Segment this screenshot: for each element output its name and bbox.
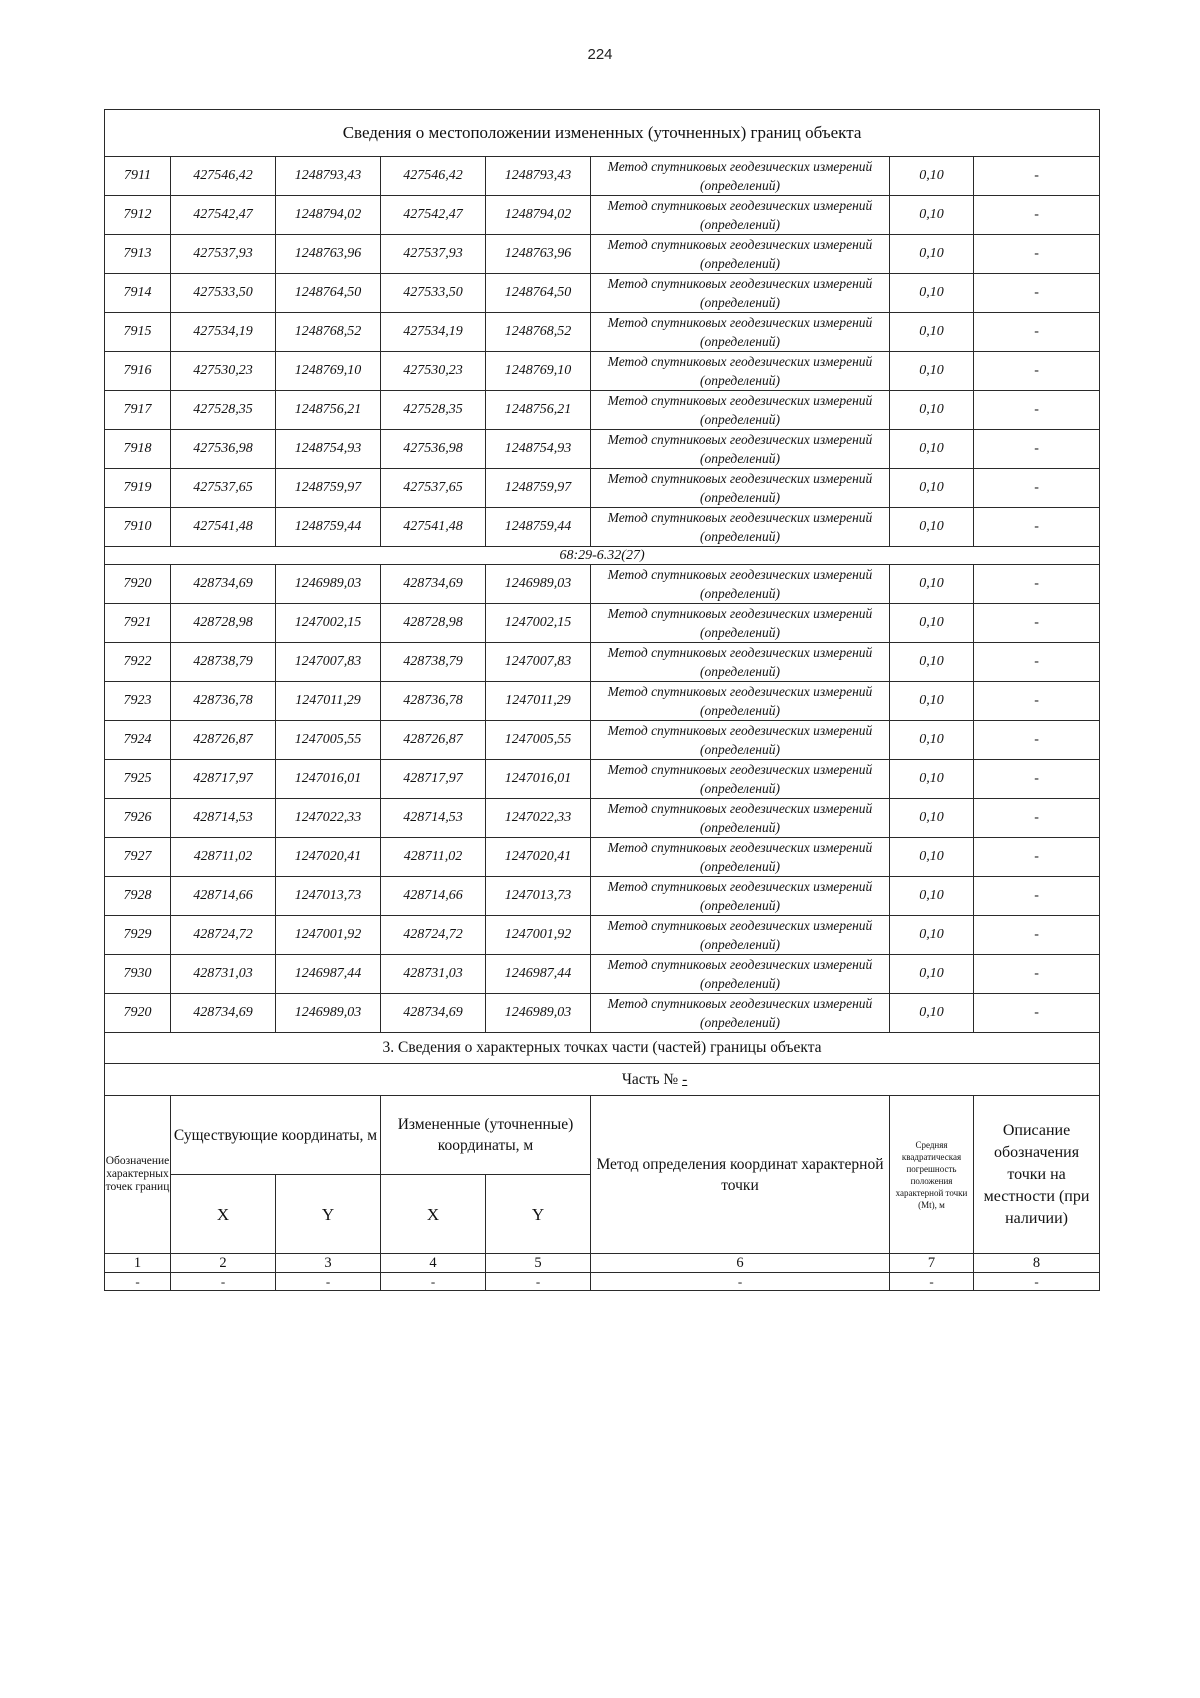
part-label: Часть № [621, 1070, 679, 1088]
table-row [105, 565, 1100, 604]
header-existing-x: X [171, 1175, 276, 1254]
existing-x: 427542,47 [171, 196, 276, 235]
existing-x: 427546,42 [171, 157, 276, 196]
point-description: - [974, 235, 1100, 274]
method-cell: Метод спутниковых геодезических измерений (определений) [591, 760, 890, 799]
point-id: 7929 [105, 916, 171, 955]
changed-x: 428734,69 [381, 565, 486, 604]
changed-x: 428711,02 [381, 838, 486, 877]
changed-x: 428736,78 [381, 682, 486, 721]
changed-y: 1248764,50 [486, 274, 591, 313]
point-id: 7918 [105, 430, 171, 469]
boundary-coordinates-table [104, 109, 1100, 1291]
existing-x: 428731,03 [171, 955, 276, 994]
mean-error: 0,10 [890, 391, 974, 430]
method-cell: Метод спутниковых геодезических измерений (определений) [591, 469, 890, 508]
column-number: 3 [276, 1254, 381, 1273]
header-changed-x: X [381, 1175, 486, 1254]
mean-error: 0,10 [890, 877, 974, 916]
changed-x: 428726,87 [381, 721, 486, 760]
existing-y: 1248756,21 [276, 391, 381, 430]
point-description: - [974, 508, 1100, 547]
changed-y: 1248763,96 [486, 235, 591, 274]
point-id: 7910 [105, 508, 171, 547]
table-row [105, 721, 1100, 760]
table-row [105, 196, 1100, 235]
header-description: Описание обозначения точки на местности (при наличии) [974, 1096, 1100, 1254]
existing-x: 427533,50 [171, 274, 276, 313]
header-mean-error: Средняя квадратическая погрешность положения характерной точки (Mt), м [890, 1096, 974, 1254]
mean-error: 0,10 [890, 430, 974, 469]
existing-y: 1246987,44 [276, 955, 381, 994]
changed-y: 1247013,73 [486, 877, 591, 916]
mean-error: 0,10 [890, 916, 974, 955]
column-number: 7 [890, 1254, 974, 1273]
table-row [105, 760, 1100, 799]
changed-x: 427533,50 [381, 274, 486, 313]
point-id: 7924 [105, 721, 171, 760]
table-title-row [105, 110, 1100, 157]
method-cell: Метод спутниковых геодезических измерений (определений) [591, 430, 890, 469]
table-row [105, 838, 1100, 877]
changed-x: 427530,23 [381, 352, 486, 391]
existing-x: 428714,53 [171, 799, 276, 838]
mean-error: 0,10 [890, 643, 974, 682]
changed-y: 1248754,93 [486, 430, 591, 469]
changed-y: 1248794,02 [486, 196, 591, 235]
changed-y: 1246989,03 [486, 994, 591, 1033]
changed-y: 1246989,03 [486, 565, 591, 604]
existing-y: 1247007,83 [276, 643, 381, 682]
header-existing-y: Y [276, 1175, 381, 1254]
point-id: 7926 [105, 799, 171, 838]
table-row [105, 430, 1100, 469]
column-number: 8 [974, 1254, 1100, 1273]
mean-error: 0,10 [890, 799, 974, 838]
mean-error: 0,10 [890, 313, 974, 352]
point-description: - [974, 877, 1100, 916]
mean-error: 0,10 [890, 721, 974, 760]
method-cell: Метод спутниковых геодезических измерений (определений) [591, 274, 890, 313]
point-id: 7915 [105, 313, 171, 352]
changed-y: 1248759,44 [486, 508, 591, 547]
changed-x: 428714,66 [381, 877, 486, 916]
existing-y: 1248768,52 [276, 313, 381, 352]
table-row [105, 955, 1100, 994]
existing-y: 1247011,29 [276, 682, 381, 721]
existing-x: 427530,23 [171, 352, 276, 391]
method-cell: Метод спутниковых геодезических измерений (определений) [591, 955, 890, 994]
table-row [105, 916, 1100, 955]
existing-x: 428714,66 [171, 877, 276, 916]
changed-y: 1248793,43 [486, 157, 591, 196]
changed-x: 428738,79 [381, 643, 486, 682]
point-id: 7916 [105, 352, 171, 391]
changed-y: 1246987,44 [486, 955, 591, 994]
column-number: 1 [105, 1254, 171, 1273]
header-changed-y: Y [486, 1175, 591, 1254]
point-id: 7913 [105, 235, 171, 274]
existing-x: 428711,02 [171, 838, 276, 877]
point-description: - [974, 430, 1100, 469]
existing-y: 1248754,93 [276, 430, 381, 469]
empty-cell: - [486, 1273, 591, 1291]
changed-x: 428728,98 [381, 604, 486, 643]
existing-x: 427536,98 [171, 430, 276, 469]
mean-error: 0,10 [890, 235, 974, 274]
mean-error: 0,10 [890, 469, 974, 508]
cadastral-subheading: 68:29-6.32(27) [105, 547, 1100, 565]
existing-x: 428724,72 [171, 916, 276, 955]
table-row [105, 235, 1100, 274]
point-description: - [974, 604, 1100, 643]
point-id: 7914 [105, 274, 171, 313]
empty-cell: - [105, 1273, 171, 1291]
changed-x: 427528,35 [381, 391, 486, 430]
mean-error: 0,10 [890, 955, 974, 994]
existing-x: 427534,19 [171, 313, 276, 352]
mean-error: 0,10 [890, 994, 974, 1033]
group1-rows [105, 157, 1100, 547]
changed-y: 1247005,55 [486, 721, 591, 760]
mean-error: 0,10 [890, 565, 974, 604]
table-row [105, 157, 1100, 196]
method-cell: Метод спутниковых геодезических измерений (определений) [591, 196, 890, 235]
point-id: 7921 [105, 604, 171, 643]
changed-y: 1247001,92 [486, 916, 591, 955]
table-row [105, 274, 1100, 313]
existing-x: 427537,65 [171, 469, 276, 508]
mean-error: 0,10 [890, 682, 974, 721]
point-description: - [974, 565, 1100, 604]
existing-y: 1248763,96 [276, 235, 381, 274]
point-id: 7922 [105, 643, 171, 682]
method-cell: Метод спутниковых геодезических измерений (определений) [591, 391, 890, 430]
method-cell: Метод спутниковых геодезических измерений (определений) [591, 994, 890, 1033]
mean-error: 0,10 [890, 157, 974, 196]
column-number: 4 [381, 1254, 486, 1273]
column-number: 2 [171, 1254, 276, 1273]
mean-error: 0,10 [890, 508, 974, 547]
existing-y: 1246989,03 [276, 994, 381, 1033]
mean-error: 0,10 [890, 196, 974, 235]
point-description: - [974, 760, 1100, 799]
point-description: - [974, 721, 1100, 760]
point-id: 7920 [105, 565, 171, 604]
header-row-top [105, 1096, 1100, 1175]
header-changed-coords: Измененные (уточненные) координаты, м [381, 1096, 591, 1175]
point-description: - [974, 682, 1100, 721]
section3-title: 3. Сведения о характерных точках части (частей) границы объекта [105, 1033, 1100, 1064]
changed-y: 1248769,10 [486, 352, 591, 391]
header-designation: Обозначение характерных точек границ [105, 1096, 171, 1254]
point-id: 7930 [105, 955, 171, 994]
table-row [105, 799, 1100, 838]
method-cell: Метод спутниковых геодезических измерений (определений) [591, 565, 890, 604]
method-cell: Метод спутниковых геодезических измерений (определений) [591, 682, 890, 721]
table-row [105, 508, 1100, 547]
subheading-row [105, 547, 1100, 565]
existing-y: 1246989,03 [276, 565, 381, 604]
point-description: - [974, 352, 1100, 391]
method-cell: Метод спутниковых геодезических измерений (определений) [591, 604, 890, 643]
existing-x: 428736,78 [171, 682, 276, 721]
group2-rows [105, 565, 1100, 1033]
table-row [105, 604, 1100, 643]
table-row [105, 643, 1100, 682]
existing-y: 1247002,15 [276, 604, 381, 643]
existing-y: 1247020,41 [276, 838, 381, 877]
point-description: - [974, 955, 1100, 994]
mean-error: 0,10 [890, 838, 974, 877]
existing-y: 1248793,43 [276, 157, 381, 196]
empty-cell: - [276, 1273, 381, 1291]
changed-x: 427541,48 [381, 508, 486, 547]
method-cell: Метод спутниковых геодезических измерений (определений) [591, 508, 890, 547]
column-numbers-row [105, 1254, 1100, 1273]
point-description: - [974, 274, 1100, 313]
empty-cell: - [171, 1273, 276, 1291]
point-description: - [974, 994, 1100, 1033]
point-id: 7927 [105, 838, 171, 877]
method-cell: Метод спутниковых геодезических измерений (определений) [591, 799, 890, 838]
changed-y: 1247011,29 [486, 682, 591, 721]
existing-y: 1247001,92 [276, 916, 381, 955]
changed-x: 427537,65 [381, 469, 486, 508]
table-row [105, 994, 1100, 1033]
mean-error: 0,10 [890, 352, 974, 391]
empty-cell: - [890, 1273, 974, 1291]
existing-y: 1247005,55 [276, 721, 381, 760]
existing-x: 428738,79 [171, 643, 276, 682]
point-description: - [974, 469, 1100, 508]
column-number: 6 [591, 1254, 890, 1273]
column-number: 5 [486, 1254, 591, 1273]
point-description: - [974, 799, 1100, 838]
existing-x: 427537,93 [171, 235, 276, 274]
changed-x: 428724,72 [381, 916, 486, 955]
existing-y: 1248794,02 [276, 196, 381, 235]
existing-y: 1248759,44 [276, 508, 381, 547]
table-row [105, 682, 1100, 721]
changed-y: 1247022,33 [486, 799, 591, 838]
table-row [105, 313, 1100, 352]
existing-y: 1248764,50 [276, 274, 381, 313]
mean-error: 0,10 [890, 274, 974, 313]
table-row [105, 877, 1100, 916]
method-cell: Метод спутниковых геодезических измерений (определений) [591, 313, 890, 352]
existing-x: 428717,97 [171, 760, 276, 799]
method-cell: Метод спутниковых геодезических измерений (определений) [591, 877, 890, 916]
empty-cell: - [974, 1273, 1100, 1291]
existing-x: 427528,35 [171, 391, 276, 430]
point-description: - [974, 157, 1100, 196]
changed-y: 1247007,83 [486, 643, 591, 682]
point-id: 7912 [105, 196, 171, 235]
changed-x: 428734,69 [381, 994, 486, 1033]
point-id: 7917 [105, 391, 171, 430]
point-id: 7923 [105, 682, 171, 721]
section3-title-row [105, 1033, 1100, 1064]
empty-cell: - [591, 1273, 890, 1291]
part-row [105, 1064, 1100, 1096]
changed-x: 427534,19 [381, 313, 486, 352]
changed-x: 427537,93 [381, 235, 486, 274]
existing-x: 428726,87 [171, 721, 276, 760]
method-cell: Метод спутниковых геодезических измерений (определений) [591, 916, 890, 955]
existing-x: 428734,69 [171, 565, 276, 604]
method-cell: Метод спутниковых геодезических измерений (определений) [591, 352, 890, 391]
point-id: 7911 [105, 157, 171, 196]
existing-y: 1247016,01 [276, 760, 381, 799]
point-id: 7925 [105, 760, 171, 799]
changed-x: 428717,97 [381, 760, 486, 799]
mean-error: 0,10 [890, 604, 974, 643]
existing-x: 428734,69 [171, 994, 276, 1033]
existing-x: 428728,98 [171, 604, 276, 643]
empty-cell: - [381, 1273, 486, 1291]
changed-x: 428714,53 [381, 799, 486, 838]
changed-y: 1248756,21 [486, 391, 591, 430]
table-row [105, 469, 1100, 508]
existing-y: 1248769,10 [276, 352, 381, 391]
point-description: - [974, 391, 1100, 430]
method-cell: Метод спутниковых геодезических измерений (определений) [591, 643, 890, 682]
method-cell: Метод спутниковых геодезических измерений (определений) [591, 235, 890, 274]
method-cell: Метод спутниковых геодезических измерений (определений) [591, 721, 890, 760]
point-id: 7928 [105, 877, 171, 916]
page-number: 224 [587, 46, 613, 63]
point-description: - [974, 313, 1100, 352]
header-method: Метод определения координат характерной точки [591, 1096, 890, 1254]
changed-x: 427546,42 [381, 157, 486, 196]
changed-y: 1247002,15 [486, 604, 591, 643]
changed-y: 1248768,52 [486, 313, 591, 352]
changed-x: 427536,98 [381, 430, 486, 469]
changed-x: 428731,03 [381, 955, 486, 994]
point-description: - [974, 916, 1100, 955]
changed-y: 1247020,41 [486, 838, 591, 877]
mean-error: 0,10 [890, 760, 974, 799]
changed-x: 427542,47 [381, 196, 486, 235]
point-description: - [974, 196, 1100, 235]
part-number: - [682, 1070, 688, 1088]
point-description: - [974, 838, 1100, 877]
table-title: Сведения о местоположении измененных (уточненных) границ объекта [105, 110, 1100, 157]
changed-y: 1247016,01 [486, 760, 591, 799]
empty-data-row [105, 1273, 1100, 1291]
table-row [105, 391, 1100, 430]
existing-y: 1247013,73 [276, 877, 381, 916]
point-id: 7920 [105, 994, 171, 1033]
table-row [105, 352, 1100, 391]
existing-y: 1247022,33 [276, 799, 381, 838]
method-cell: Метод спутниковых геодезических измерений (определений) [591, 157, 890, 196]
point-description: - [974, 643, 1100, 682]
changed-y: 1248759,97 [486, 469, 591, 508]
existing-x: 427541,48 [171, 508, 276, 547]
method-cell: Метод спутниковых геодезических измерений (определений) [591, 838, 890, 877]
existing-y: 1248759,97 [276, 469, 381, 508]
point-id: 7919 [105, 469, 171, 508]
header-existing-coords: Существующие координаты, м [171, 1096, 381, 1175]
